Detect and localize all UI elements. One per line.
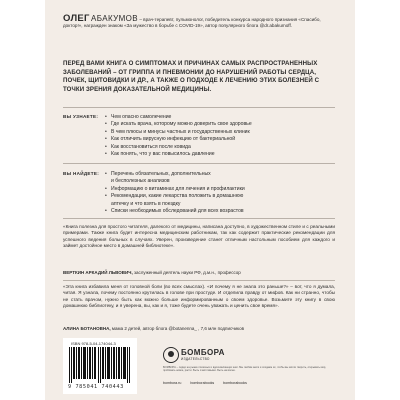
divider <box>63 163 335 164</box>
publisher-name: БОМБОРА <box>181 348 225 357</box>
publisher-sub: ИЗДАТЕЛЬСТВО <box>181 357 210 361</box>
review-signature-1 <box>63 270 335 276</box>
review-signature-2 <box>63 326 335 332</box>
list-item: • В чем плюсы и минусы частных и государственных клиник <box>105 128 250 135</box>
list-item: • Списки необходимых обследований для всех возрастов <box>105 208 244 215</box>
learn-label: ВЫ УЗНАЕТЕ: <box>63 114 99 119</box>
reviewer-title: заслуженный деятель науки РФ, д.м.н., профессор <box>132 270 241 275</box>
publisher-mark-icon <box>163 347 179 363</box>
divider <box>63 280 335 281</box>
headline: ПЕРЕД ВАМИ КНИГА О СИМПТОМАХ И ПРИЧИНАХ САМЫХ РАСПРОСТРАНЕННЫХ ЗАБОЛЕВАНИЙ – ОТ ГРИППА И ПНЕВМОНИИ ДО НАРУШЕНИЙ РАБОТЫ СЕРДЦА, ПОЧЕК, ЩИТОВИДКИ И ДР., А ТАКЖЕ О ПОДХОДЕ К ЛЕЧЕНИЮ ЭТИХ БОЛЕЗНЕЙ С ТОЧКИ ЗРЕНИЯ ДОКАЗАТЕЛЬНОЙ МЕДИЦИНЫ. <box>63 60 320 93</box>
barcode <box>63 338 137 394</box>
author-bio-text: – врач-терапевт, пульмонолог, победитель конкурса народного признания «Спасибо, доктор!», награжден знаком «За мужество в борьбе с COVID-19», автор популярного блога @dr.abakumoff. <box>63 17 321 29</box>
divider <box>63 107 335 108</box>
list-item: • Как отличить вирусную инфекцию от бактериальной <box>105 136 236 143</box>
list-item: • Рекомендации, какие лекарства положить в домашнюю <box>105 193 244 200</box>
find-label: ВЫ НАЙДЕТЕ: <box>63 171 100 176</box>
list-item: • Как восстановиться после ковида <box>105 143 191 150</box>
learn-list <box>105 114 252 158</box>
reviewer-name: АЛИНА БОТАНОВНА, <box>63 326 111 331</box>
find-list <box>105 171 245 215</box>
publisher-fineprint: БОМБОРА – лидер на рынке полезных и вдохновляющих книг. Мы любим книги и создаем их, чтобы вы могли творить, открывать мир, пробовать новое, расти. Быть счастливыми. Быть на волне. <box>163 366 327 373</box>
author-first-name: ОЛЕГ <box>63 13 90 24</box>
social-link-vk[interactable]: bomborabooks <box>190 381 215 385</box>
review-quote-2: «Эта книга избавила меня от головной боли (во всех смыслах). «И почему я не знала это раньше?» – вот, что я думала, читая. Я узнала, почему постоянно крутилась в голове при простуде. И отделила правду от мифов. Как ни странно, чтобы не стать врачом, нужно быть как можно больше информированным о своем здоровье. Возьмите эту книгу в свою домашнюю библиотеку, и я уверена, вы, как и я, тоже будете очень уважать и ценить свое время». <box>63 284 335 309</box>
list-item: • Как понять, что у вас повысилось давление <box>105 151 215 158</box>
book-back-cover <box>45 0 355 400</box>
publisher-social <box>163 381 338 385</box>
list-item: аптечку и что взять в поездку <box>111 200 181 207</box>
list-item: • Где искать врача, которому можно доверить свое здоровье <box>105 121 252 128</box>
social-link-tg[interactable]: bomborabooks <box>223 381 247 385</box>
review-quote-1: «Книга полезна для простого читателя, далекого от медицины, написана доступно, в художественном стиле и с реальными примерами. Также книга будет интересна медицинским работникам, так как содержит практические рекомендации для успешного ведения больных в случаях. Уверен, произведение станет отличным настольным пособием для каждого и займет достойное место в домашней библиотеке». <box>63 224 335 249</box>
list-item: • Чем опасно самолечение <box>105 114 172 120</box>
barcode-bars <box>69 347 131 383</box>
isbn-text: ISBN 978-5-04-174044-3 <box>71 341 116 346</box>
barcode-number: 9 785041 740443 <box>68 384 124 390</box>
divider <box>63 218 335 219</box>
social-link-site[interactable]: bombora.ru <box>163 381 182 385</box>
author-bio <box>63 13 337 29</box>
list-item: • Информацию о витаминах для лечения и профилактики <box>105 185 245 192</box>
list-item: • Перечень обязательных, дополнительных <box>105 171 211 177</box>
reviewer-name: ВЕРТКИН АРКАДИЙ ЛЬВОВИЧ, <box>63 270 133 275</box>
author-last-name: АБАКУМОВ <box>91 14 139 23</box>
reviewer-title: мама 2 детей, автор блога @botanenna_ , 7,6 млн подписчиков <box>110 326 244 331</box>
list-item: и бесполезных анализов <box>111 178 170 185</box>
